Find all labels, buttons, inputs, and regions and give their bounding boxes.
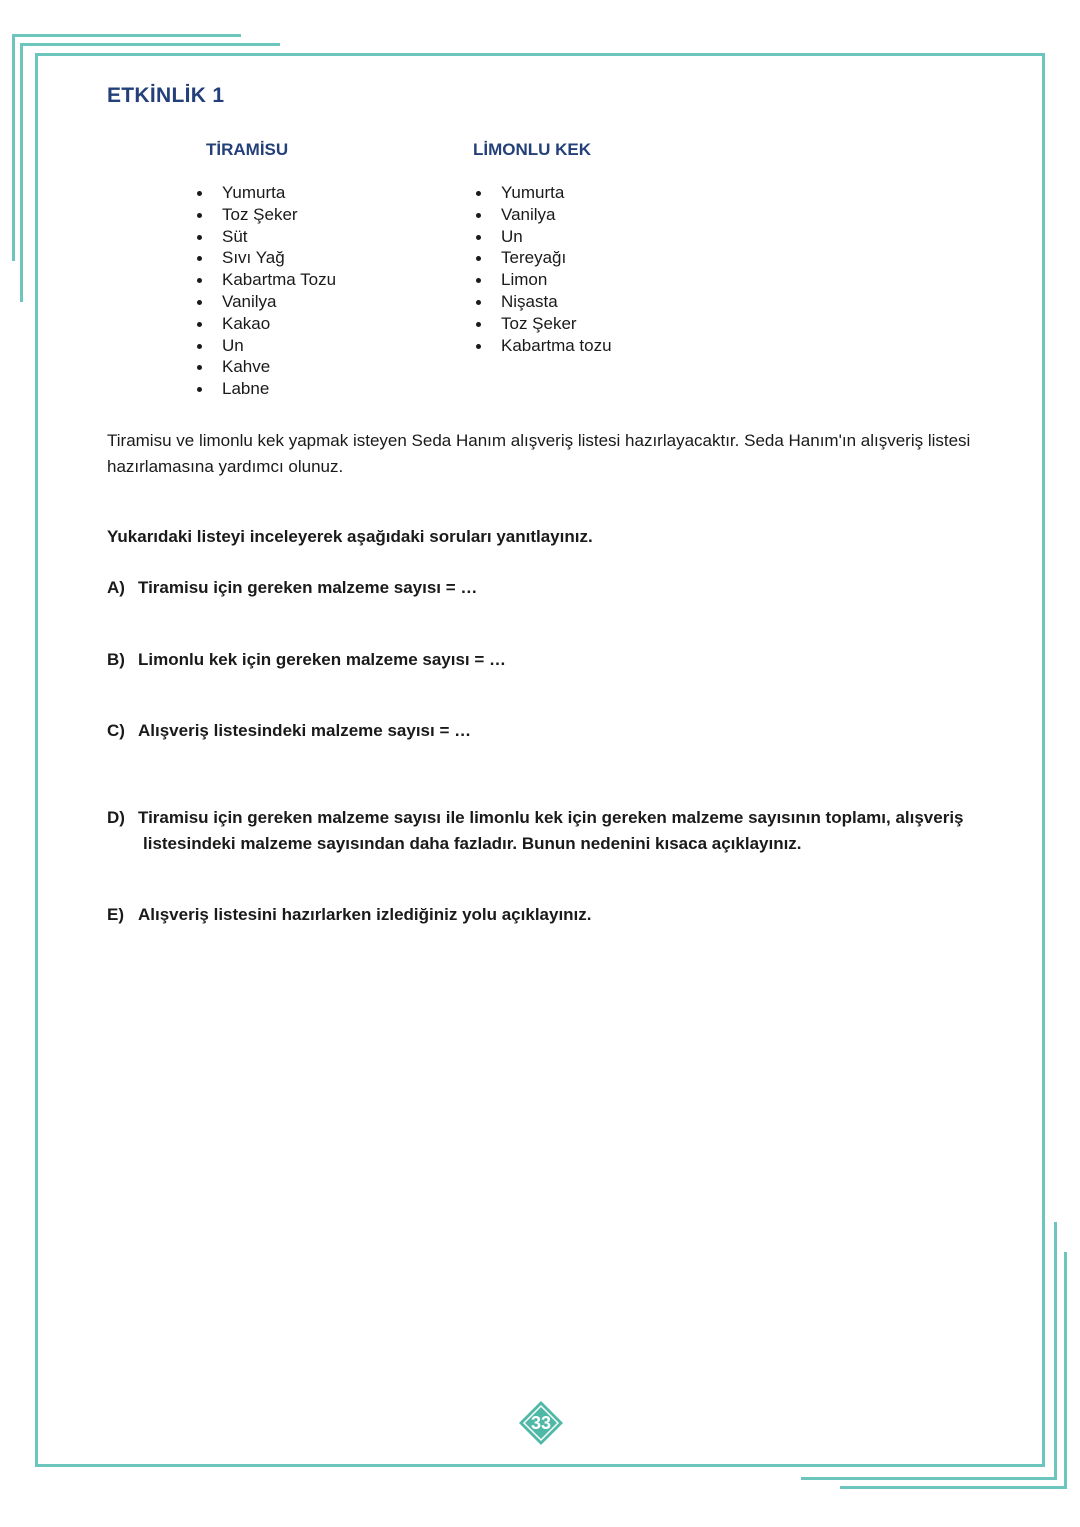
page-number: 33 [530, 1413, 552, 1433]
list-item: Tereyağı [474, 247, 612, 269]
list-item: Yumurta [195, 182, 336, 204]
list-item: Vanilya [195, 291, 336, 313]
question-d [107, 805, 1042, 857]
ingredient-list-limonlu-kek [474, 182, 612, 356]
list-item: Sıvı Yağ [195, 247, 336, 269]
frame-accent-left-1 [12, 34, 15, 261]
instruction-text: Yukarıdaki listeyi inceleyerek aşağıdaki soruları yanıtlayınız. [107, 527, 593, 546]
list-item: Limon [474, 269, 612, 291]
list-item: Kabartma Tozu [195, 269, 336, 291]
frame-accent-left-2 [20, 43, 23, 302]
question-text: Alışveriş listesindeki malzeme sayısı = … [138, 721, 472, 740]
question-text: Limonlu kek için gereken malzeme sayısı = … [138, 650, 507, 669]
question-a [107, 575, 477, 601]
frame-accent-top-2 [20, 43, 280, 46]
list-item: Nişasta [474, 291, 612, 313]
list-item: Kabartma tozu [474, 335, 612, 357]
list-item: Un [195, 335, 336, 357]
question-c [107, 718, 471, 744]
ingredient-list-tiramisu [195, 182, 336, 400]
frame-accent-right-2 [1064, 1252, 1067, 1489]
question-letter: E) [107, 905, 124, 924]
question-letter: B) [107, 650, 125, 669]
frame-accent-bottom-2 [840, 1486, 1067, 1489]
question-b [107, 647, 506, 673]
frame-accent-right-1 [1054, 1222, 1057, 1480]
list-item: Toz Şeker [195, 204, 336, 226]
question-letter: D) [107, 808, 125, 827]
recipe-title-limonlu-kek: LİMONLU KEK [473, 140, 592, 159]
list-item: Un [474, 226, 612, 248]
list-item: Vanilya [474, 204, 612, 226]
question-text: Tiramisu için gereken malzeme sayısı ile limonlu kek için gereken malzeme sayısının toplamı, alışveriş [138, 808, 964, 827]
page-number-badge [518, 1400, 564, 1446]
frame-accent-top-1 [12, 34, 241, 37]
question-e [107, 902, 592, 928]
list-item: Kahve [195, 356, 336, 378]
question-letter: A) [107, 578, 125, 597]
question-text: Alışveriş listesini hazırlarken izlediğiniz yolu açıklayınız. [138, 905, 592, 924]
question-letter: C) [107, 721, 125, 740]
question-text: Tiramisu için gereken malzeme sayısı = … [138, 578, 478, 597]
intro-paragraph: Tiramisu ve limonlu kek yapmak isteyen Seda Hanım alışveriş listesi hazırlayacaktır. Seda Hanım'ın alışveriş listesi hazırlamasına yardımcı olunuz. [107, 431, 971, 476]
list-item: Toz Şeker [474, 313, 612, 335]
list-item: Kakao [195, 313, 336, 335]
activity-title: ETKİNLİK 1 [107, 84, 225, 107]
recipe-title-tiramisu: TİRAMİSU [206, 140, 289, 159]
question-text-continued: listesindeki malzeme sayısından daha fazladır. Bunun nedenini kısaca açıklayınız. [143, 834, 802, 853]
list-item: Yumurta [474, 182, 612, 204]
list-item: Süt [195, 226, 336, 248]
frame-accent-bottom-1 [801, 1477, 1057, 1480]
list-item: Labne [195, 378, 336, 400]
